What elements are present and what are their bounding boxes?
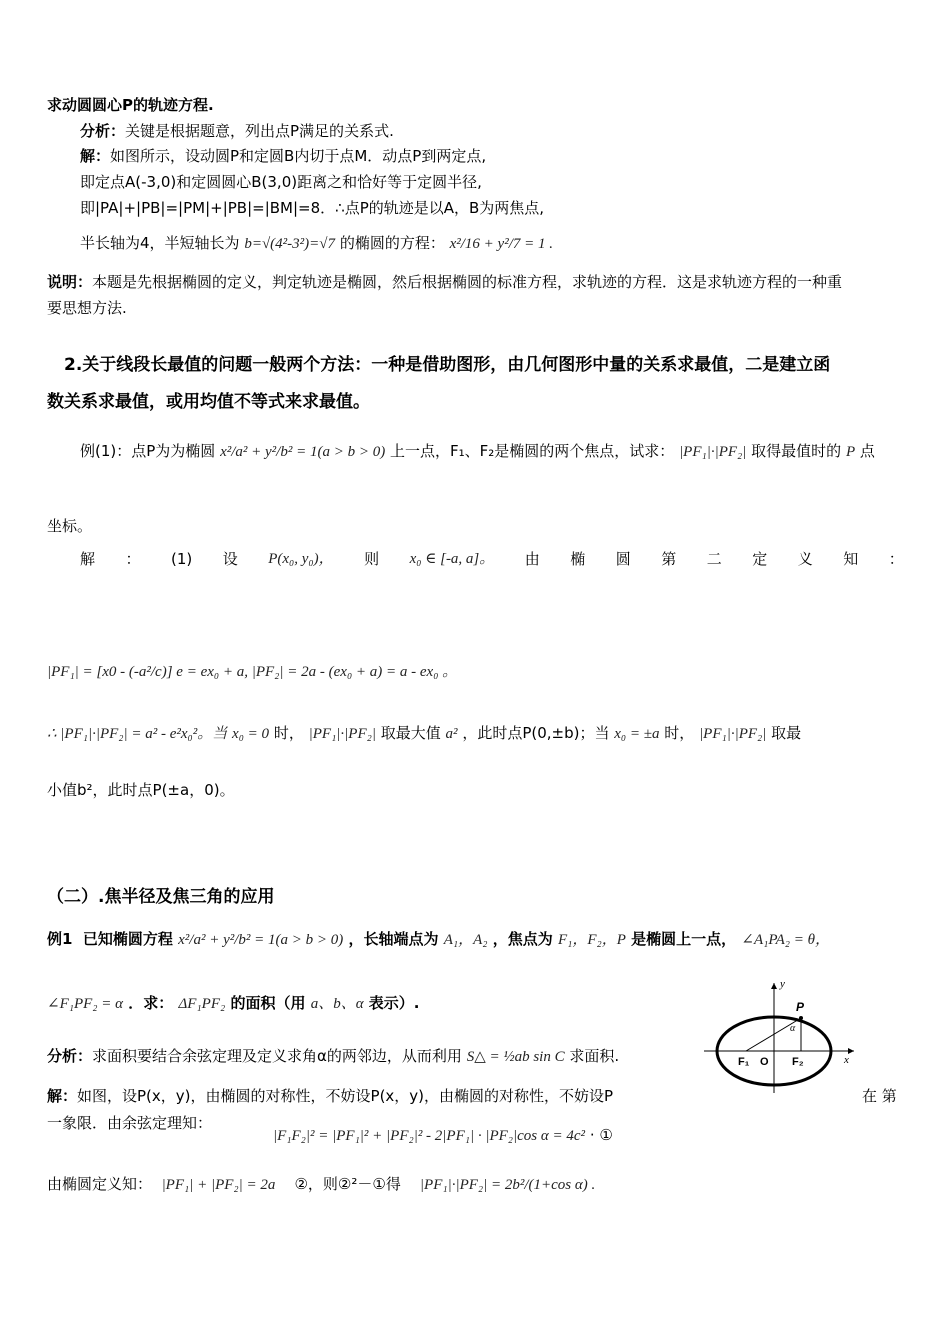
- example-2-line-2: ∠F₁PF₂ = α ．求： ΔF₁PF₂ 的面积（用 a、b、α 表示）.: [47, 994, 420, 1012]
- solution-line-2: 即定点A(-3,0)和定圆圆心B(3,0)距离之和恰好等于定圆半径,: [80, 173, 482, 191]
- point-p: [799, 1016, 803, 1020]
- example-2-line-1: 例1 已知椭圆方程 x²/a² + y²/b² = 1(a > b > 0) ，长轴端点为 A₁，A₂ ，焦点为 F₁，F₂，P 是椭圆上一点， ∠A₁PA₂ = θ，: [47, 930, 830, 948]
- y-axis-label: y: [780, 978, 785, 990]
- y-axis-arrow: [771, 983, 777, 989]
- solution-line-4: 半长轴为4，半短轴长为 b=√(4²-3²)=√7 的椭圆的方程： x²/16 + y²/7 = 1 .: [80, 234, 553, 252]
- p-label: P: [796, 1000, 805, 1014]
- example-1-line: 例(1)：点P为为椭圆 x²/a² + y²/b² = 1(a > b > 0) 上一点，F₁、F₂是椭圆的两个焦点，试求： |PF₁|·|PF₂| 取得最值时的 P 点: [80, 442, 875, 460]
- example-1-line-2: 坐标。: [47, 517, 93, 535]
- line-title: 求动圆圆心P的轨迹方程.: [47, 96, 214, 114]
- solution-line-3: 即|PA|+|PB|=|PM|+|PB|=|BM|=8．∴点P的轨迹是以A，B为两焦点,: [80, 199, 545, 217]
- equation-focal-radius: |PF₁| = [x0 - (-a²/c)] e = ex₀ + a, |PF₂| = 2a - (ex₀ + a) = a - ex₀ 。: [47, 664, 458, 680]
- note-line-2: 要思想方法.: [47, 299, 127, 317]
- analysis-line: 分析：关键是根据题意，列出点P满足的关系式.: [80, 122, 394, 140]
- solution-spread-line: 解 ： (1) 设 P(x₀, y₀)， 则 x₀ ∈ [-a, a]。 由 椭 圆 第 二 定 义 知 ：: [80, 550, 904, 568]
- x-axis-label: x: [844, 1054, 849, 1066]
- solution-line-p3-3: 由椭圆定义知： |PF₁| + |PF₂| = 2a ②，则②²－①得 |PF₁|·|PF₂| = 2b²/(1+cos α) .: [47, 1175, 596, 1193]
- solution-line-1: 解：如图所示，设动圆P和定圆B内切于点M．动点P到两定点,: [80, 147, 487, 165]
- solution-line-p3-2: 一象限．由余弦定理知：: [47, 1114, 213, 1132]
- solution-line-p3-1-right: 在 第: [862, 1087, 897, 1105]
- note-line-1: 说明：本题是先根据椭圆的定义，判定轨迹是椭圆，然后根据椭圆的标准方程，求轨迹的方程．这是求轨迹方程的一种重: [47, 273, 843, 291]
- section-heading-1: 2.关于线段长最值的问题一般两个方法：一种是借助图形，由几何图形中量的关系求最值，二是建立函: [64, 355, 831, 375]
- cosine-law-equation: |F₁F₂|² = |PF₁|² + |PF₂|² - 2|PF₁| · |PF₂|cos α = 4c² · ①: [273, 1126, 613, 1144]
- f1-label: F₁: [738, 1056, 750, 1068]
- ellipse-diagram: [704, 975, 864, 1095]
- x-axis-arrow: [848, 1048, 854, 1054]
- analysis-line-2: 分析：求面积要结合余弦定理及定义求角α的两邻边，从而利用 S△ = ½ab sin C 求面积.: [47, 1047, 620, 1065]
- section-title-2: （二）.焦半径及焦三角的应用: [47, 887, 275, 907]
- alpha-label: α: [790, 1023, 796, 1034]
- equation-min-line: 小值b²，此时点P(±a，0)。: [47, 781, 235, 799]
- f2-label: F₂: [792, 1056, 804, 1068]
- equation-product-line: ∴ |PF₁|·|PF₂| = a² - e²x₀²。当 x₀ = 0 时， |PF₁|·|PF₂| 取最大值 a² ，此时点P(0,±b)；当 x₀ = ±a 时， |PF₁|·|PF₂| 取最: [47, 724, 802, 742]
- o-label: O: [760, 1056, 769, 1068]
- solution-line-p3-1: 解：如图，设P(x，y)，由椭圆的对称性，不妨设P(x，y)，由椭圆的对称性，不妨设P: [47, 1087, 614, 1105]
- section-heading-2: 数关系求最值，或用均值不等式来求最值。: [47, 392, 370, 412]
